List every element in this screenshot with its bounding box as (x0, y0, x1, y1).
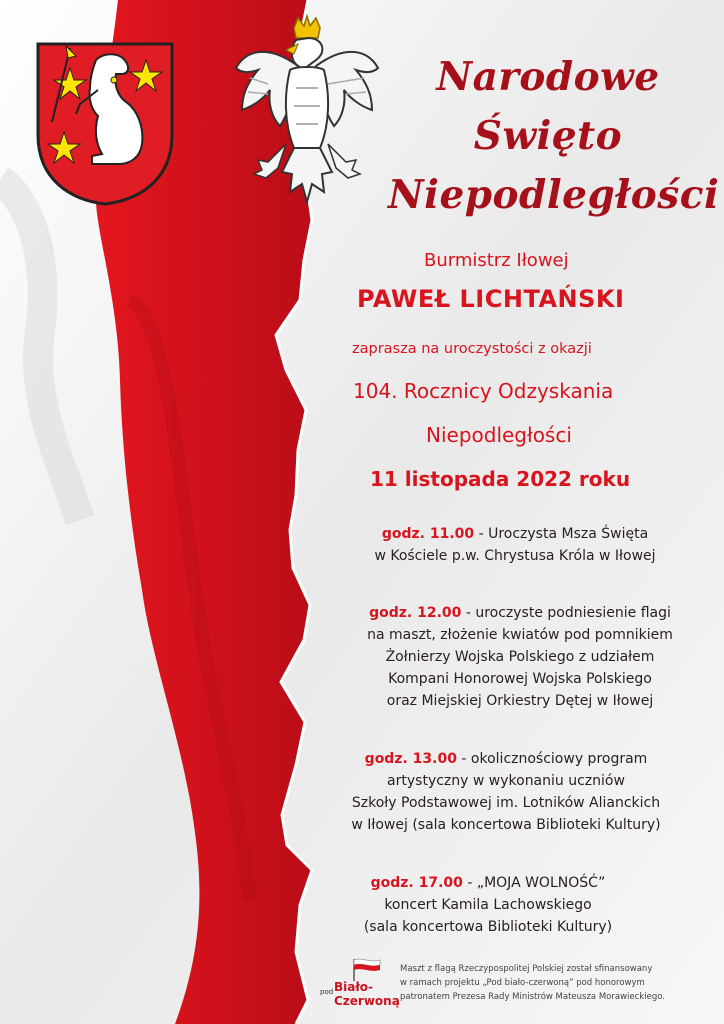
anniversary-line-2: Niepodległości (426, 423, 572, 447)
title-line-1: Narodowe (436, 54, 660, 100)
coat-of-arms-icon (34, 40, 176, 206)
logo-text-pod: pod (320, 988, 334, 996)
event-description: - Uroczysta Msza Święta (478, 526, 649, 542)
event-item (316, 748, 696, 836)
event-description: (sala koncertowa Biblioteki Kultury) (363, 919, 613, 935)
event-description: koncert Kamila Lachowskiego (384, 897, 592, 913)
sponsor-note (400, 962, 710, 1004)
event-description: Kompani Honorowej Wojska Polskiego (388, 671, 652, 687)
event-description: - okolicznościowy program (461, 751, 648, 767)
event-description: oraz Miejskiej Orkiestry Dętej w Iłowej (386, 693, 654, 709)
title-line-2: Święto (473, 113, 623, 159)
sponsor-note-line: Maszt z flagą Rzeczypospolitej Polskiej został sfinansowany (400, 964, 653, 974)
flag-icon (350, 957, 382, 981)
sponsor-note-line: w ramach projektu „Pod biało-czerwoną” pod honorowym (400, 978, 645, 988)
event-time: godz. 13.00 (364, 751, 457, 767)
organizer-name: PAWEŁ LICHTAŃSKI (357, 285, 625, 313)
poster-title (388, 48, 720, 225)
event-item (318, 872, 658, 938)
event-description: - „MOJA WOLNOŚĆ” (467, 875, 606, 891)
event-date: 11 listopada 2022 roku (370, 467, 631, 491)
title-line-3: Niepodległości (388, 172, 720, 218)
event-item (330, 523, 700, 567)
event-time: godz. 17.00 (370, 875, 463, 891)
sponsor-note-line: patronatem Prezesa Rady Ministrów Mateusza Morawieckiego. (400, 992, 665, 1002)
event-item (330, 602, 710, 712)
event-description: Żołnierzy Wojska Polskiego z udziałem (385, 649, 655, 665)
event-description: w Iłowej (sala koncertowa Biblioteki Kultury) (351, 817, 661, 833)
logo-text-bialo: Biało- (334, 980, 374, 994)
white-eagle-icon (228, 14, 386, 210)
event-time: godz. 11.00 (381, 526, 475, 542)
logo-text-czerwona: Czerwoną (334, 994, 400, 1008)
pod-bialo-czerwona-logo (320, 957, 400, 1015)
event-description: artystyczny w wykonaniu uczniów (387, 773, 625, 789)
event-description: Szkoły Podstawowej im. Lotników Alianckich (351, 795, 661, 811)
event-description: - uroczyste podniesienie flagi (465, 605, 671, 621)
event-description: w Kościele p.w. Chrystusa Króla w Iłowej (374, 548, 656, 564)
organizer-role: Burmistrz Iłowej (424, 250, 569, 271)
anniversary-line-1: 104. Rocznicy Odzyskania (353, 379, 614, 403)
event-time: godz. 12.00 (369, 605, 462, 621)
event-description: na maszt, złożenie kwiatów pod pomnikiem (367, 627, 673, 643)
invitation-text: zaprasza na uroczystości z okazji (352, 341, 592, 357)
